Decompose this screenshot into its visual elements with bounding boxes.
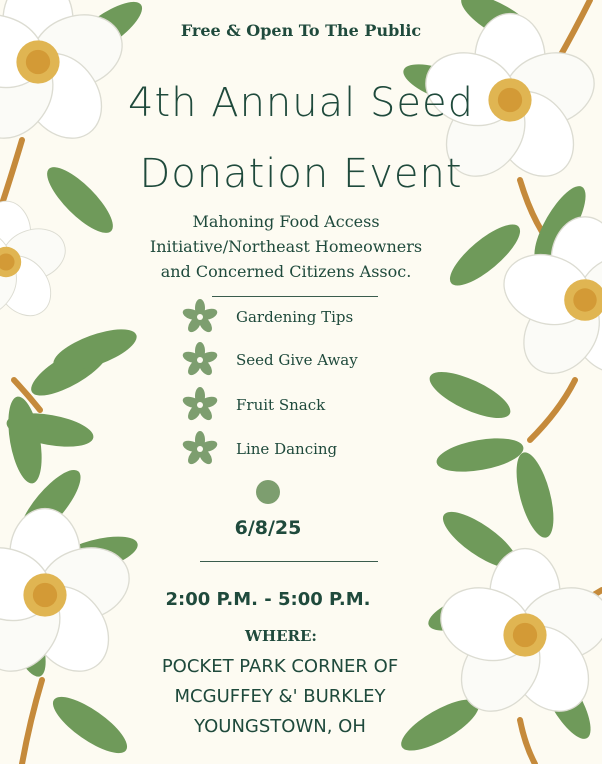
- decorative-dot: [256, 480, 280, 504]
- organizer-line1: Mahoning Food Access: [192, 212, 380, 231]
- flower-icon: [182, 299, 218, 335]
- activity-label: Fruit Snack: [236, 396, 326, 414]
- activity-label: Gardening Tips: [236, 308, 354, 326]
- event-title-line1: 4th Annual Seed: [128, 80, 474, 126]
- activity-item-fruit-snack: [182, 387, 325, 423]
- organizer-line2: Initiative/Northeast Homeowners: [149, 237, 423, 256]
- event-date: 6/8/25: [234, 517, 302, 539]
- event-time: 2:00 P.M. - 5:00 P.M.: [165, 589, 371, 610]
- activity-item-seed-give-away: [182, 342, 358, 378]
- address-line3: YOUNGSTOWN, OH: [194, 716, 366, 737]
- flower-icon: [182, 387, 218, 423]
- organizer-block: [0, 209, 572, 284]
- tagline: Free & Open To The Public: [180, 21, 422, 40]
- divider-bottom: [200, 561, 378, 562]
- organizer-line3: and Concerned Citizens Assoc.: [160, 262, 412, 281]
- flower-icon: [182, 431, 218, 467]
- activity-label: Line Dancing: [236, 440, 338, 458]
- activity-label: Seed Give Away: [236, 351, 358, 369]
- flower-icon: [182, 342, 218, 378]
- activity-item-gardening-tips: [182, 299, 353, 335]
- event-title-line2: Donation Event: [139, 151, 463, 197]
- divider-top: [212, 296, 378, 297]
- address-line2: MCGUFFEY &' BURKLEY: [174, 686, 386, 707]
- activity-item-line-dancing: [182, 431, 337, 467]
- where-label: WHERE:: [245, 627, 317, 645]
- address-line1: POCKET PARK CORNER OF: [161, 656, 399, 677]
